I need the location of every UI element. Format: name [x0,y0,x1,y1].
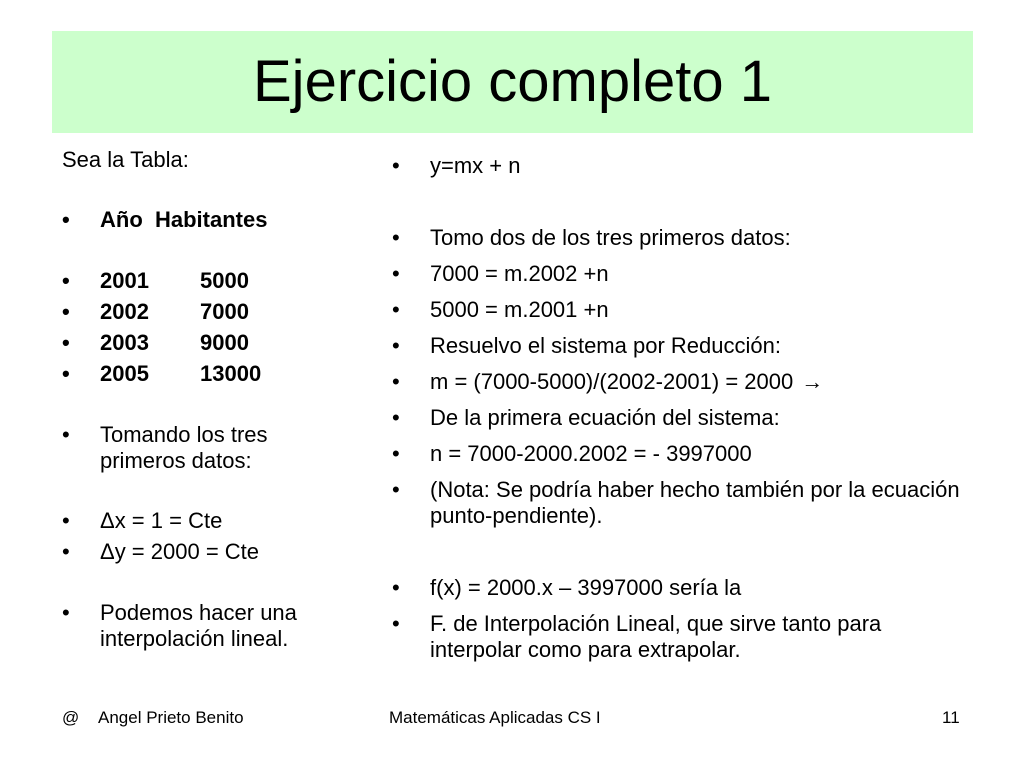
list-item: • (Nota: Se podría haber hecho también por la ecuación punto-pendiente). [392,477,960,528]
arrow-right-icon: → [801,369,824,394]
row-year: 2002 [100,299,149,324]
table-row: • 2005 13000 [62,361,262,386]
tomando-item: • Tomando los tres primeros datos: [62,422,268,473]
left-column [62,147,362,652]
podemos-item: • Podemos hacer una interpolación lineal. [62,600,297,651]
row-value: 7000 [200,299,249,324]
list-item: • De la primera ecuación del sistema: [392,405,780,430]
header-population: Habitantes [155,207,268,232]
row-value: 5000 [200,268,249,293]
list-item: • Tomo dos de los tres primeros datos: [392,225,791,250]
list-item: • Resuelvo el sistema por Reducción: [392,333,781,358]
list-item: • 5000 = m.2001 +n [392,297,609,322]
intro-text: Sea la Tabla: [62,147,189,172]
page-number: 11 [942,708,960,727]
table-row: • 2002 7000 [62,299,249,324]
list-item: • m = (7000-5000)/(2002-2001) = 2000 → [392,369,824,394]
row-year: 2001 [100,268,149,293]
equation-item: • y=mx + n [392,153,521,178]
list-item: • n = 7000-2000.2002 = - 3997000 [392,441,752,466]
dy-item: • Δy = 2000 = Cte [62,539,260,564]
right-column [392,153,992,663]
data-table [62,268,362,387]
at-symbol: @ [62,708,80,727]
bullet: • [62,207,70,232]
conclusion-list [392,575,992,663]
list-item: • f(x) = 2000.x – 3997000 sería la [392,575,742,600]
slide-title: Ejercicio completo 1 [253,49,772,114]
footer-course: Matemáticas Aplicadas CS I [389,708,601,727]
dx-item: • Δx = 1 = Cte [62,508,223,533]
list-item: • F. de Interpolación Lineal, que sirve tanto para interpolar como para extrapolar. [392,611,882,662]
steps-list [392,225,992,529]
row-value: 9000 [200,330,249,355]
table-row: • 2003 9000 [62,330,249,355]
row-year: 2003 [100,330,149,355]
row-year: 2005 [100,361,149,386]
table-row: • 2001 5000 [62,268,249,293]
row-value: 13000 [200,361,262,386]
title-banner [52,31,973,133]
list-item: • 7000 = m.2002 +n [392,261,609,286]
header-year: Año [100,207,143,232]
footer-author: @ Angel Prieto Benito [62,708,244,727]
table-header [62,207,362,233]
